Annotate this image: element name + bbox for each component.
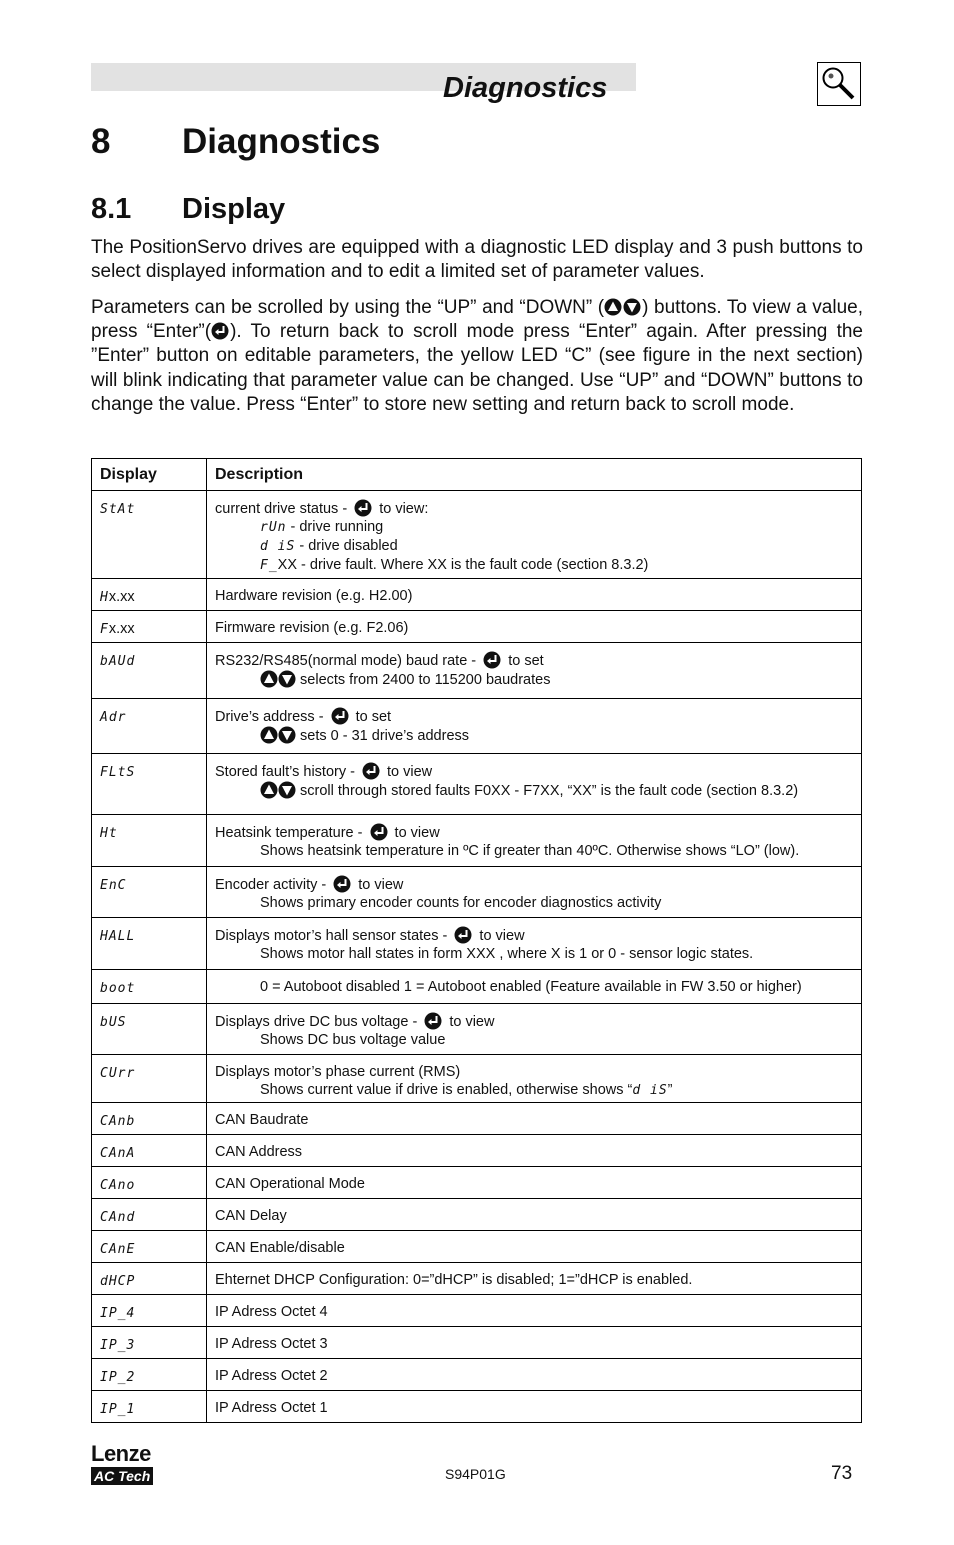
table-row xyxy=(92,491,862,579)
display-parameters-table xyxy=(91,458,862,1423)
enter-button-icon xyxy=(424,1012,442,1030)
row-description: RS232/RS485(normal mode) baud rate - xyxy=(215,653,481,669)
display-code: CAnd xyxy=(100,1210,136,1225)
row-description: Firmware revision (e.g. F2.06) xyxy=(215,620,409,636)
row-description: Drive’s address - xyxy=(215,709,328,725)
row-sub-text: Shows primary encoder counts for encoder diagnostics activity xyxy=(260,895,662,911)
row-sub-text: sets 0 - 31 drive’s address xyxy=(296,728,470,744)
display-code: IP_3 xyxy=(100,1338,136,1353)
row-description: Heatsink temperature - xyxy=(215,825,367,841)
enter-button-icon xyxy=(454,926,472,944)
display-code: bUS xyxy=(100,1015,127,1030)
up-button-icon xyxy=(260,670,278,688)
row-description: Displays drive DC bus voltage - xyxy=(215,1014,422,1030)
row-description: Displays motor’s hall sensor states - xyxy=(215,928,452,944)
row-description-suffix: to view xyxy=(383,764,433,780)
row-description: CAN Operational Mode xyxy=(215,1176,365,1192)
display-code: boot xyxy=(100,981,136,996)
display-code: StAt xyxy=(100,502,136,517)
row-description: IP Adress Octet 4 xyxy=(215,1304,328,1320)
row-sub-text: Shows current value if drive is enabled, otherwise shows “ xyxy=(260,1082,633,1098)
display-code: IP_4 xyxy=(100,1306,136,1321)
section-title: Diagnostics xyxy=(182,122,381,161)
enter-button-icon xyxy=(362,762,380,780)
table-row xyxy=(92,611,862,643)
table-row xyxy=(92,1359,862,1391)
table-row xyxy=(92,867,862,918)
enter-button-icon xyxy=(354,499,372,517)
row-description: CAN Enable/disable xyxy=(215,1240,345,1256)
row-description: Ehternet DHCP Configuration: 0=”dHCP” is disabled; 1=”dHCP is enabled. xyxy=(215,1272,693,1288)
status-code: d iS xyxy=(260,539,296,554)
lenze-actech-logo xyxy=(91,1443,157,1486)
row-description: CAN Delay xyxy=(215,1208,287,1224)
p2-part-a: Parameters can be scrolled by using the “UP” and “DOWN” ( xyxy=(91,297,605,318)
running-header-title: Diagnostics xyxy=(443,72,608,104)
row-description: CAN Baudrate xyxy=(215,1112,309,1128)
table-header-row xyxy=(92,459,862,491)
table-row xyxy=(92,1327,862,1359)
table-row xyxy=(92,1231,862,1263)
display-code: bAUd xyxy=(100,654,136,669)
up-button-icon xyxy=(604,298,623,317)
down-button-icon xyxy=(278,726,296,744)
row-sub-text: selects from 2400 to 115200 baudrates xyxy=(296,672,551,688)
table-row xyxy=(92,1055,862,1103)
status-text: - drive disabled xyxy=(295,538,398,554)
up-button-icon xyxy=(260,726,278,744)
table-row xyxy=(92,699,862,754)
table-row xyxy=(92,1135,862,1167)
table-row xyxy=(92,1167,862,1199)
status-code: d iS xyxy=(632,1083,668,1098)
row-description-suffix: to view xyxy=(390,825,440,841)
logo-lenze-text: Lenze xyxy=(91,1441,151,1466)
status-code: F_ xyxy=(260,558,278,573)
display-code: EnC xyxy=(100,878,127,893)
display-code: Adr xyxy=(100,710,127,725)
status-text: XX - drive fault. Where XX is the fault code (section 8.3.2) xyxy=(277,557,649,573)
table-row xyxy=(92,1004,862,1055)
display-code: CAno xyxy=(100,1178,136,1193)
row-description: IP Adress Octet 3 xyxy=(215,1336,328,1352)
section-heading xyxy=(91,122,380,162)
section-number: 8 xyxy=(91,122,111,161)
row-description-suffix: to view xyxy=(475,928,525,944)
row-sub-text: Shows motor hall states in form XXX , where X is 1 or 0 - sensor logic states. xyxy=(260,946,754,962)
row-sub-text: Shows DC bus voltage value xyxy=(260,1032,446,1048)
display-code-suffix: x.xx xyxy=(108,621,135,637)
scroll-paragraph xyxy=(91,296,863,417)
status-text: - drive running xyxy=(286,519,384,535)
header-display: Display xyxy=(92,459,207,491)
subsection-title: Display xyxy=(182,193,286,225)
row-description-suffix: to view xyxy=(354,877,404,893)
row-description: 0 = Autoboot disabled 1 = Autoboot enabled (Feature available in FW 3.50 or higher) xyxy=(260,979,802,995)
enter-button-icon xyxy=(333,875,351,893)
enter-button-icon xyxy=(370,823,388,841)
display-code: CUrr xyxy=(100,1066,136,1081)
table-row xyxy=(92,1295,862,1327)
enter-button-icon xyxy=(211,322,230,341)
document-id: S94P01G xyxy=(445,1466,506,1482)
table-row xyxy=(92,815,862,867)
display-code: CAnb xyxy=(100,1114,136,1129)
table-row xyxy=(92,970,862,1004)
enter-button-icon xyxy=(331,707,349,725)
intro-paragraph: The PositionServo drives are equipped with a diagnostic LED display and 3 push buttons to select displayed information and to edit a limited set of parameter values. xyxy=(91,237,863,283)
p2-part-c: ). To return back to scroll mode press “Enter” again. After pressing the ”Enter” button on editable parameters, the yellow LED “C” (see figure in the next section) will blink indicating that parameter value can be changed. Use “UP” and “DOWN” buttons to change the value. Press “Enter” to store new setting and return back to scroll mode. xyxy=(91,321,863,415)
header-description: Description xyxy=(207,459,862,491)
display-code: FLtS xyxy=(100,765,136,780)
row-description: current drive status - xyxy=(215,501,352,517)
display-code: IP_2 xyxy=(100,1370,136,1385)
row-sub-text: Shows heatsink temperature in ºC if greater than 40ºC. Otherwise shows “LO” (low). xyxy=(260,843,800,859)
table-row xyxy=(92,1263,862,1295)
down-button-icon xyxy=(278,670,296,688)
display-code: HALL xyxy=(100,929,136,944)
row-description: IP Adress Octet 2 xyxy=(215,1368,328,1384)
row-description: Hardware revision (e.g. H2.00) xyxy=(215,588,413,604)
row-sub-text: scroll through stored faults F0XX - F7XX, “XX” is the fault code (section 8.3.2) xyxy=(296,783,799,799)
subsection-number: 8.1 xyxy=(91,193,132,225)
row-description-suffix: to view: xyxy=(375,501,429,517)
display-code: F xyxy=(100,622,109,637)
display-code: Ht xyxy=(100,826,118,841)
down-button-icon xyxy=(623,298,642,317)
subsection-heading xyxy=(91,193,285,226)
row-sub-text-end: ” xyxy=(667,1082,673,1098)
table-row xyxy=(92,643,862,699)
p2-part-b: ) buttons. To view a value, press “Enter”( xyxy=(91,297,864,343)
page-number: 73 xyxy=(831,1463,853,1484)
logo-actech-text: AC Tech xyxy=(91,1467,153,1485)
row-description: CAN Address xyxy=(215,1144,303,1160)
display-code: IP_1 xyxy=(100,1402,136,1417)
display-code: dHCP xyxy=(100,1274,136,1289)
table-row xyxy=(92,1199,862,1231)
table-row xyxy=(92,754,862,815)
row-description: Stored fault’s history - xyxy=(215,764,359,780)
row-description-suffix: to view xyxy=(445,1014,495,1030)
down-button-icon xyxy=(278,781,296,799)
row-description-suffix: to set xyxy=(504,653,544,669)
row-description: Displays motor’s phase current (RMS) xyxy=(215,1064,461,1080)
up-button-icon xyxy=(260,781,278,799)
display-code: CAnA xyxy=(100,1146,136,1161)
display-code: H xyxy=(100,590,109,605)
row-description: IP Adress Octet 1 xyxy=(215,1400,328,1416)
table-row xyxy=(92,918,862,970)
table-row xyxy=(92,579,862,611)
table-row xyxy=(92,1391,862,1423)
enter-button-icon xyxy=(483,651,501,669)
row-description-suffix: to set xyxy=(351,709,392,725)
table-row xyxy=(92,1103,862,1135)
display-code-suffix: x.xx xyxy=(108,589,135,605)
display-code: CAnE xyxy=(100,1242,136,1257)
status-code: rUn xyxy=(260,520,287,535)
row-description: Encoder activity - xyxy=(215,877,331,893)
magnifier-icon xyxy=(817,62,861,106)
